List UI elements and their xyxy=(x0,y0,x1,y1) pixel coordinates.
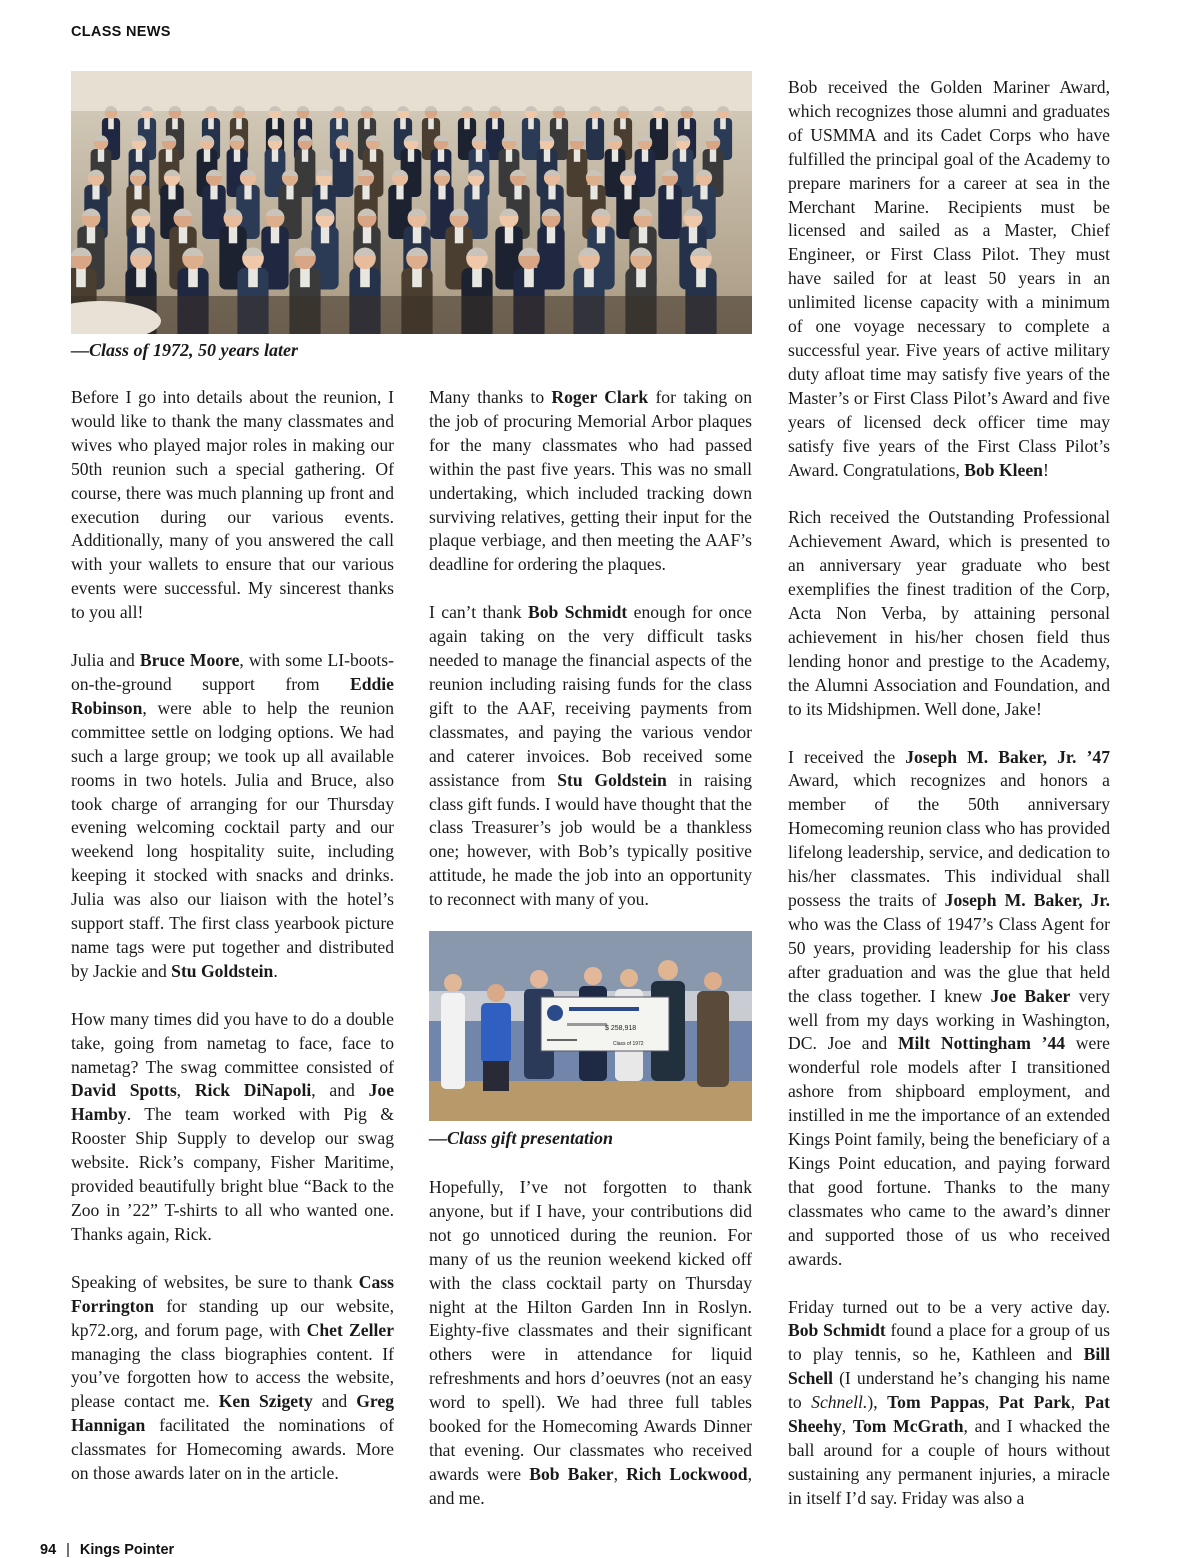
text-run: facilitated the nominations of classmates for Homecoming awards. More on those awards later on in the article. xyxy=(71,1415,394,1484)
text-run: Rich received the Outstanding Professional Achievement Award, which is presented to an anniversary year graduate who best exemplifies the finest tradition of the Corp, Acta Non Verba, by attaining personal achievement in his/her chosen field thus lending honor and prestige to the Academy, the Alumni Association and Foundation, and to its Midshipmen. Well done, Jake! xyxy=(788,507,1110,719)
section-label: CLASS NEWS xyxy=(71,24,171,40)
text-run: I can’t thank xyxy=(429,602,528,623)
name-highlight: Stu Goldstein xyxy=(171,960,274,981)
text-run: managing the class biographies content. If you’ve forgotten how to access the website, please contact me. xyxy=(71,1343,394,1412)
text-run: (I understand he’s changing his name to xyxy=(788,1368,1110,1413)
check-memo: Class of 1972 xyxy=(613,1041,644,1047)
class-gift-photo xyxy=(429,931,752,1121)
name-highlight: Joe Baker xyxy=(990,985,1071,1006)
article-column-2-bottom xyxy=(429,1176,752,1535)
name-highlight: Cass Forrington xyxy=(71,1271,394,1316)
paragraph xyxy=(71,386,394,625)
name-highlight: Greg Hannigan xyxy=(71,1391,395,1436)
text-run: , xyxy=(1070,1392,1085,1413)
text-run: in raising class gift funds. I would have thought that the class Treasurer’s job would be a thankless one; however, with Bob’s typically positive attitude, he made the job into an opportunity to reconnect with many of you. xyxy=(429,769,752,910)
article-column-1 xyxy=(71,386,394,1510)
name-highlight: Pat Sheehy xyxy=(788,1392,1110,1437)
text-run: for standing up our website, kp72.org, and forum page, with xyxy=(71,1295,394,1340)
gift-photo-caption: —Class gift presentation xyxy=(429,1128,614,1148)
name-highlight: Rick DiNapoli xyxy=(194,1080,312,1101)
text-run: were wonderful role models after I transitioned ashore from shipboard employment, and instilled in me the importance of an extended Kings Point family, being the beneficiary of a Kings Point education, and paying forward that good fortune. Thanks to the many classmates who came to the award’s dinner and supported those of us who received awards. xyxy=(788,1033,1110,1269)
text-run: , were able to help the reunion committee settle on lodging options. We had such a large group; we took up all available rooms in two hotels. Julia and Bruce, also took charge of arranging for our Thursday evening welcoming cocktail party and our weekend long hospitality suite, including keeping it stocked with snacks and drinks. Julia was also our liaison with the hotel’s support staff. The first class yearbook picture name tags were put together and distributed by Jackie and xyxy=(71,697,394,981)
text-run: ), xyxy=(867,1392,888,1413)
paragraph xyxy=(71,1008,394,1247)
name-highlight: Joseph M. Baker, Jr. ’47 xyxy=(905,746,1111,767)
text-run: , xyxy=(984,1392,999,1413)
text-run: , and I whacked the ball around for a couple of hours without sustaining any permanent injuries, a miracle in itself I’d say. Friday was also a xyxy=(788,1416,1110,1508)
text-run: ! xyxy=(1042,459,1049,480)
name-highlight: Ken Szigety xyxy=(218,1391,313,1412)
footer-separator: | xyxy=(66,1542,70,1558)
name-highlight: Joseph M. Baker, Jr. xyxy=(944,890,1111,910)
name-highlight: Bruce Moore xyxy=(139,650,240,671)
article-column-3 xyxy=(788,76,1110,1535)
text-run: , xyxy=(176,1080,195,1101)
name-highlight: David Spotts xyxy=(71,1080,177,1101)
text-run: . xyxy=(273,960,278,981)
name-highlight: Tom Pappas xyxy=(887,1392,985,1413)
paragraph xyxy=(788,746,1110,1272)
name-highlight: Chet Zeller xyxy=(306,1319,394,1340)
page-footer xyxy=(40,1542,174,1558)
name-highlight: Eddie Robinson xyxy=(71,673,394,718)
text-run: How many times did you have to do a double take, going from nametag to face, face to nametag? The swag committee consisted of xyxy=(71,1008,394,1077)
reunion-photo-caption: —Class of 1972, 50 years later xyxy=(71,340,298,360)
name-highlight: Bob Kleen xyxy=(964,459,1043,480)
article-column-2-top xyxy=(429,386,752,936)
text-run: , with some LI-boots-on-the-ground support from xyxy=(71,650,394,694)
paragraph xyxy=(429,601,752,912)
name-highlight: Bill Schell xyxy=(788,1344,1110,1389)
name-highlight: Tom McGrath xyxy=(852,1416,964,1437)
paragraph xyxy=(788,1296,1110,1511)
paragraph xyxy=(429,386,752,577)
name-highlight: Rich Lockwood xyxy=(626,1463,748,1484)
text-run: very well from my days working in Washington, DC. Joe and xyxy=(788,985,1110,1054)
page-number: 94 xyxy=(40,1542,57,1558)
name-highlight: Roger Clark xyxy=(551,387,649,407)
name-highlight: Bob Baker xyxy=(529,1463,614,1484)
publication-name: Kings Pointer xyxy=(79,1542,175,1558)
text-run: Speaking of websites, be sure to thank xyxy=(71,1271,359,1292)
text-run: Award, which recognizes and honors a member of the 50th anniversary Homecoming reunion class who has provided lifelong leadership, service, and dedication to his/her classmates. This individual shall possess the traits of xyxy=(788,770,1110,910)
text-run: who was the Class of 1947’s Class Agent for 50 years, providing leadership for his class after graduation and was the glue that held the class together. I knew xyxy=(788,913,1110,1006)
text-run: , and xyxy=(311,1080,369,1101)
paragraph xyxy=(788,506,1110,721)
text-run: and xyxy=(312,1391,357,1412)
paragraph xyxy=(788,76,1110,482)
text-run: . The team worked with Pig & Rooster Ship Supply to develop our swag website. Rick’s company, Fisher Maritime, provided beautifully bright blue “Back to the Zoo in ’22” T-shirts to all who wanted one. Thanks again, Rick. xyxy=(71,1104,394,1244)
emphasis: Schnell. xyxy=(811,1392,868,1413)
name-highlight: Bob Schmidt xyxy=(788,1320,886,1341)
name-highlight: Bob Schmidt xyxy=(528,602,628,623)
text-run: Hopefully, I’ve not forgotten to thank anyone, but if I have, your contributions did not go unnoticed during the reunion. For many of us the reunion weekend kicked off with the class cocktail party on Thursday night at the Hilton Garden Inn in Roslyn. Eighty-five classmates and their significant others were in attendance for liquid refreshments and hors d’oeuvres (not an easy word to spell). We had three full tables booked for the Homecoming Awards Dinner that evening. Our classmates who received awards were xyxy=(429,1177,752,1484)
text-run: I received the xyxy=(788,746,906,767)
text-run: Bob received the Golden Mariner Award, which recognizes those alumni and graduates of USMMA and its Cadet Corps who have fulfilled the principal goal of the Academy to prepare mariners for a career at sea in the Merchant Marine. Recipients must be licensed and sailed as a Master, Chief Engineer, or First Class Pilot. They must have sailed for at least 50 years in an unlimited license capacity with a minimum of one voyage necessary to complete a successful year. Five years of active military duty afloat time may satisfy five years of the Master’s or First Class Pilot’s Award and five years of licensed deck officer time may satisfy five years of the First Class Pilot’s Award. Congratulations, xyxy=(788,77,1110,480)
text-run: , xyxy=(841,1416,853,1437)
name-highlight: Stu Goldstein xyxy=(557,769,667,790)
name-highlight: Pat Park xyxy=(998,1392,1071,1413)
paragraph xyxy=(71,1271,394,1486)
name-highlight: Milt Nottingham ’44 xyxy=(897,1033,1066,1054)
text-run: Julia and xyxy=(71,650,140,671)
check-amount: $ 258,918 xyxy=(605,1025,637,1032)
text-run: Before I go into details about the reunion, I would like to thank the many classmates and wives who played major roles in making our 50th reunion such a special gathering. Of course, there was much planning up front and execution during our various events. Additionally, many of you answered the call with your wallets to ensure that our various events were successful. My sincerest thanks to you all! xyxy=(71,387,394,623)
text-run: for taking on the job of procuring Memorial Arbor plaques for the many classmates who had passed within the past five years. This was no small undertaking, which included tracking down surviving relatives, getting their input for the plaque verbiage, and then meeting the AAF’s deadline for ordering the plaques. xyxy=(429,387,752,575)
text-run: found a place for a group of us to play tennis, so he, Kathleen and xyxy=(788,1320,1111,1365)
text-run: Many thanks to xyxy=(429,387,552,407)
paragraph xyxy=(71,649,394,984)
reunion-group-photo xyxy=(71,71,752,334)
text-run: , xyxy=(613,1463,627,1484)
paragraph xyxy=(429,1176,752,1511)
text-run: Friday turned out to be a very active day. xyxy=(788,1296,1110,1317)
text-run: , and me. xyxy=(429,1463,753,1508)
text-run: enough for once again taking on the very difficult tasks needed to manage the financial aspects of the reunion including raising funds for the class gift to the AAF, receiving payments from classmates, and paying the various vendor and caterer invoices. Bob received some assistance from xyxy=(429,602,752,790)
name-highlight: Joe Hamby xyxy=(71,1080,394,1125)
